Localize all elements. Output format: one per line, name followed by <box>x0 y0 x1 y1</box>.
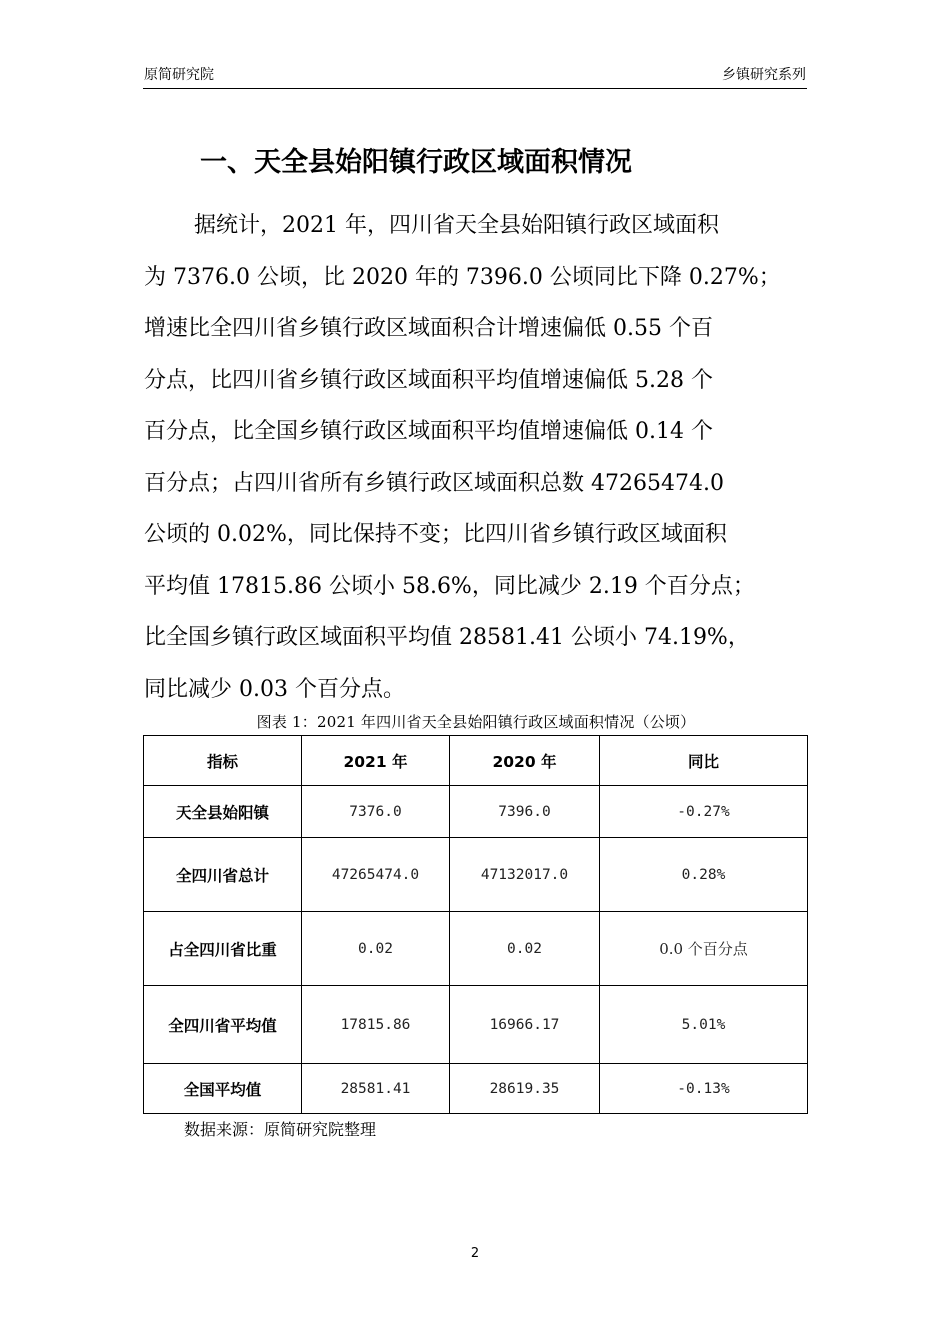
table-header-row <box>144 736 808 786</box>
table-caption: 图表 1：2021 年四川省天全县始阳镇行政区域面积情况（公顷） <box>256 713 696 731</box>
row-label: 全国平均值 <box>144 1064 302 1114</box>
header-cell-2020: 2020 年 <box>450 736 600 786</box>
value-2020: 47132017.0 <box>450 838 600 912</box>
header-cell-indicator: 指标 <box>144 736 302 786</box>
value-2021: 47265474.0 <box>302 838 450 912</box>
value-yoy: 0.0 个百分点 <box>600 912 808 986</box>
paragraph-line: 百分点，比全国乡镇行政区域面积平均值增速偏低 0.14 个 <box>144 419 713 444</box>
value-2021: 0.02 <box>302 912 450 986</box>
value-2021: 28581.41 <box>302 1064 450 1114</box>
paragraph-line: 分点，比四川省乡镇行政区域面积平均值增速偏低 5.28 个 <box>144 367 713 393</box>
value-2020: 0.02 <box>450 912 600 986</box>
paragraph-line: 公顷的 0.02%，同比保持不变；比四川省乡镇行政区域面积 <box>144 522 727 547</box>
table-row <box>144 986 808 1064</box>
value-2020: 16966.17 <box>450 986 600 1064</box>
table-row <box>144 786 808 838</box>
data-source-note: 数据来源：原简研究院整理 <box>184 1120 377 1139</box>
area-data-table <box>143 735 808 1114</box>
value-yoy: -0.13% <box>600 1064 808 1114</box>
paragraph-line: 据统计，2021 年，四川省天全县始阳镇行政区域面积 <box>194 213 719 238</box>
value-yoy: -0.27% <box>600 786 808 838</box>
row-label: 全四川省总计 <box>144 838 302 912</box>
page-number: 2 <box>470 1246 480 1261</box>
header-cell-yoy: 同比 <box>600 736 808 786</box>
table-row <box>144 1064 808 1114</box>
header-divider <box>143 88 807 89</box>
row-label: 天全县始阳镇 <box>144 786 302 838</box>
paragraph-line: 增速比全四川省乡镇行政区域面积合计增速偏低 0.55 个百 <box>144 316 713 341</box>
header-cell-2021: 2021 年 <box>302 736 450 786</box>
value-yoy: 5.01% <box>600 986 808 1064</box>
row-label: 全四川省平均值 <box>144 986 302 1064</box>
paragraph-line: 百分点；占四川省所有乡镇行政区域面积总数 47265474.0 <box>144 470 724 496</box>
row-label: 占全四川省比重 <box>144 912 302 986</box>
body-paragraph <box>144 200 808 715</box>
paragraph-line: 比全国乡镇行政区域面积平均值 28581.41 公顷小 74.19%， <box>144 625 750 650</box>
value-yoy: 0.28% <box>600 838 808 912</box>
table-row <box>144 838 808 912</box>
table-row <box>144 912 808 986</box>
paragraph-line: 为 7376.0 公顷，比 2020 年的 7396.0 公顷同比下降 0.27%； <box>144 264 781 290</box>
section-title: 一、天全县始阳镇行政区域面积情况 <box>200 147 632 178</box>
value-2021: 17815.86 <box>302 986 450 1064</box>
value-2021: 7376.0 <box>302 786 450 838</box>
value-2020: 7396.0 <box>450 786 600 838</box>
paragraph-line: 平均值 17815.86 公顷小 58.6%，同比减少 2.19 个百分点； <box>144 573 755 599</box>
header-series: 乡镇研究系列 <box>722 67 806 83</box>
paragraph-line: 同比减少 0.03 个百分点。 <box>144 676 405 702</box>
value-2020: 28619.35 <box>450 1064 600 1114</box>
header-organization: 原简研究院 <box>144 67 214 83</box>
